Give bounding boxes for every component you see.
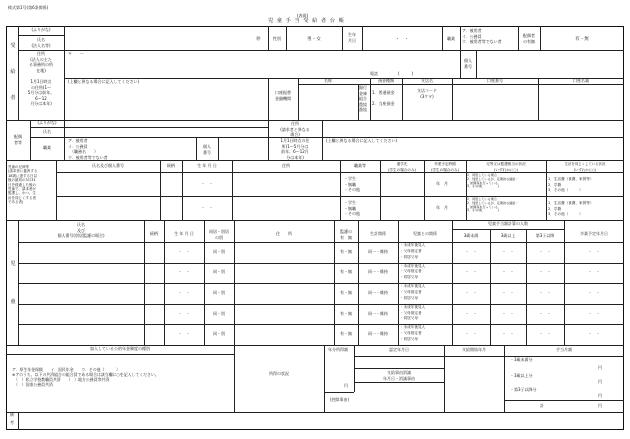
child-birth[interactable]: ・ ・ [178, 269, 190, 275]
oc-row2-birth[interactable]: ・ ・ [201, 205, 213, 210]
spouse-prev-address-note: (上欄と異なる場合に記入してください) [326, 138, 398, 143]
under3-amount-label: ・3歳未満分 [510, 357, 533, 362]
oc-col-address: 住所 [282, 163, 290, 168]
form-number: 様式第1号(第6条関係) [8, 5, 49, 10]
child-under3-dot[interactable]: ・ ・ [465, 331, 477, 337]
personal-number-label: 個人 番号 [464, 58, 472, 69]
spouse-personal-number-label: 個人 番号 [203, 144, 211, 155]
child-birth[interactable]: ・ ・ [178, 331, 190, 337]
deposit-type-col: 預金種類 [378, 78, 394, 83]
bank-label: 口座振替 金融機関 [275, 90, 291, 101]
spouse-value[interactable]: 有・無 [575, 37, 589, 42]
child-over3-dot[interactable]: ・ ・ [502, 331, 514, 337]
address-label: 住所 (法人の主た る事務所の所 在地) [29, 51, 53, 73]
oc-row1-grad[interactable]: 年 月 [436, 181, 448, 186]
income-yen: 円 [344, 383, 348, 388]
account-number-col: 口座番号 [487, 78, 503, 83]
birth-value[interactable]: ・ ・ [395, 37, 409, 42]
spouse-address-label: 住所 (請求者と異なる 場合) [280, 121, 310, 138]
third-amount-label: ・第3子以降分 [510, 387, 537, 392]
oc-col-job: 職業等 [354, 163, 366, 168]
gender-value[interactable]: 男・女 [307, 37, 321, 42]
child-cohab[interactable]: 同・別 [213, 290, 225, 295]
oc-col-birth: 生 年 月 日 [197, 163, 217, 168]
child-grad-dot[interactable]: ・ ・ [588, 331, 600, 337]
over3-yen: 円 [598, 379, 602, 384]
ch-col-amount-header: 児童手当額計算の人数 [488, 221, 528, 226]
child-row-divider [18, 283, 624, 284]
child-row-divider [18, 263, 624, 264]
oc-col-school: 通学先 (学生の場合のみ) [388, 162, 416, 172]
ch-col-relation: 児童との関係 [413, 231, 437, 236]
child-living[interactable]: 同一・維持 [368, 269, 388, 275]
pension-options[interactable]: ア．厚生年金保険 イ．国民年金 ウ．その他（ ） ※アのうち、以下の共済組合の組合員である場合は該当欄に○を記入してください。 （ ）私立学校教職員共済 （ ）地方公務員等共済 （ ）国家公務員共済 [12, 367, 159, 387]
child-cohab[interactable]: 同・別 [213, 269, 225, 275]
children-side-2: 童 [10, 299, 16, 305]
oc-row2-care[interactable]: 1．同居している場合 2．別居しているが、定期的な連絡・ 訪問等を行っている 3．その他( ) [467, 197, 519, 213]
oc-row2-living[interactable]: 1．生活費（食費、家賃等） 2．学費 3．その他（ ） [548, 201, 594, 217]
child-cohab[interactable]: 同・別 [213, 248, 225, 254]
child-under3-dot[interactable]: ・ ・ [465, 290, 477, 295]
deposit-types[interactable]: 1．普通預金 2．当座預金 [372, 90, 395, 107]
bank-name-col: 名称 [324, 78, 332, 83]
ch-col-rel: 続柄 [150, 231, 158, 236]
receipt-label: (表面) [297, 13, 309, 18]
gender-label: 性別 [273, 36, 281, 41]
over3-amount-label: ・3歳以上分 [510, 373, 533, 378]
child-third-dot[interactable]: ・ ・ [539, 248, 551, 254]
income-label: 所得の状況 [269, 371, 289, 376]
child-cohab[interactable]: 同・別 [213, 310, 225, 316]
child-living[interactable]: 同一・維持 [368, 248, 388, 254]
spouse-prev-address-label: 1月1日時点の住 所(1～5月分は 前年、6～12月 分は本年) [280, 138, 310, 160]
other-children-label: 児童の兄姉等 (請求者に養育する 18歳に達する日以 後の最初の3月31 日を経過した後の 児童で、請求者が 監護し、かつ、生 計を同じくする者 である者) [8, 165, 38, 205]
child-care[interactable]: 有・無 [340, 269, 352, 275]
child-grad-dot[interactable]: ・ ・ [588, 290, 600, 295]
start-month-label: 支給開始年月 [462, 347, 486, 352]
spouse-job-label: 職業 [43, 145, 51, 150]
ch-col-address: 住 所 [276, 231, 292, 236]
account-name-col: 口座名義 [573, 78, 589, 83]
bank-types[interactable]: 銀行 金庫 組合 農協 漁協 [359, 85, 367, 113]
oc-col-rel: 続柄 [167, 163, 175, 168]
child-birth[interactable]: ・ ・ [178, 310, 190, 316]
total-label: 計 [540, 403, 544, 408]
oc-row1-job[interactable]: ・学生 ・無職 ・その他 [344, 176, 360, 193]
phone-label: 電話 [370, 71, 378, 76]
child-care[interactable]: 有・無 [340, 310, 352, 316]
pension-label: 加入している公的年金制度の種別 [90, 346, 150, 351]
child-row-divider [18, 324, 624, 325]
birth-label: 生年 月日 [348, 32, 356, 43]
recipient-furigana-label: (ふりがな) [31, 27, 51, 32]
ch-col-birth: 生 年 月 日 [174, 231, 194, 236]
child-relation[interactable]: ・未成年後見人 ・父母指定者 ・同居父母 [400, 263, 426, 280]
oc-row2-grad[interactable]: 年 月 [436, 205, 448, 210]
child-relation[interactable]: ・未成年後見人 ・父母指定者 ・同居父母 [400, 284, 426, 300]
ch-col-under3: 3歳未満 [463, 233, 479, 238]
ch-col-care: 監護の 有 無 [340, 229, 352, 240]
spouse-job-options[interactable]: ア．被用者 イ．公務員 （職務名 ） ウ．被用者等でない者 [68, 138, 108, 160]
ch-col-third: 第3子以降 [535, 233, 555, 238]
child-third-dot[interactable]: ・ ・ [539, 269, 551, 275]
child-relation[interactable]: ・未成年後見人 ・父母指定者 ・同居父母 [400, 325, 426, 341]
child-over3-dot[interactable]: ・ ・ [502, 269, 514, 275]
branch-code: 支店コード (3ケタ) [417, 88, 437, 99]
child-care[interactable]: 有・無 [340, 290, 352, 295]
child-over3-dot[interactable]: ・ ・ [502, 290, 514, 295]
child-relation[interactable]: ・未成年後見人 ・父母指定者 ・同居父母 [400, 243, 426, 259]
spouse-label: 配偶者 の有無 [523, 33, 535, 44]
oc-row1-care[interactable]: 1．同居している場合 2．別居しているが、定期的な連絡・ 訪問等を行っている 3．その他( ) [467, 173, 519, 189]
child-cohab[interactable]: 同・別 [213, 331, 225, 337]
oc-col-grad: 卒業予定時期 (学生の場合のみ) [431, 162, 459, 172]
child-third-dot[interactable]: ・ ・ [539, 310, 551, 316]
job-options[interactable]: ア．被用者 イ．公務員 ウ．被用者等でない者 [462, 28, 502, 45]
job-label: 職業 [447, 36, 455, 41]
remarks-label: 備 考 [10, 412, 14, 425]
recipient-side-2: 給 [10, 69, 16, 75]
monthly-amount-label: 手当月額 [556, 347, 572, 352]
ch-col-over3: 3歳以上 [500, 233, 516, 238]
child-living[interactable]: 同一・維持 [368, 290, 388, 295]
total-yen: 円 [598, 403, 602, 408]
child-care[interactable]: 有・無 [340, 248, 352, 254]
child-care[interactable]: 有・無 [340, 331, 352, 337]
spouse-furigana-label: (ふりがな) [37, 120, 57, 125]
recipient-name-label: 氏名 (法人名等) [31, 37, 51, 48]
child-third-dot[interactable]: ・ ・ [539, 331, 551, 337]
child-row-divider [18, 304, 624, 305]
recipient-side-1: 受 [10, 43, 16, 49]
extinguish-label: 支給事由消滅 年月日・消滅事由 [383, 370, 415, 381]
oc-row1-birth[interactable]: ・ ・ [201, 181, 213, 186]
child-third-dot[interactable]: ・ ・ [539, 290, 551, 295]
oc-col-living: 生計を同じくしている状況 (いずれかに○) [564, 162, 606, 172]
child-birth[interactable]: ・ ・ [178, 248, 190, 254]
oc-row1-living[interactable]: 1．生活費（食費、家賃等） 2．学費 3．その他（ ） [548, 177, 594, 193]
spouse-name-label: 氏名 [43, 129, 51, 134]
income-deduction: (控除事由) [330, 397, 350, 402]
child-over3-dot[interactable]: ・ ・ [502, 248, 514, 254]
phone-value[interactable]: ( ) [398, 71, 414, 76]
ch-col-grad: 卒業予定年月日 [580, 231, 608, 236]
child-grad-dot[interactable]: ・ ・ [588, 269, 600, 275]
spouse-side-label: 配偶 者等 [14, 134, 22, 145]
child-under3-dot[interactable]: ・ ・ [465, 310, 477, 316]
child-relation[interactable]: ・未成年後見人 ・父母指定者 ・同居父母 [400, 304, 426, 321]
ch-col-living: 生計関係 [370, 231, 386, 236]
child-grad-dot[interactable]: ・ ・ [588, 310, 600, 316]
cert-date-label: 認定年月日 [389, 347, 409, 352]
postal-code[interactable]: 〒 ー [68, 51, 84, 56]
child-birth[interactable]: ・ ・ [178, 290, 190, 295]
oc-col-care: 兄等又は監護相当の状況 (いずれかに○) [486, 162, 526, 172]
child-under3-dot[interactable]: ・ ・ [465, 248, 477, 254]
page-title: 児 童 手 当 受 給 者 台 帳 [268, 18, 345, 24]
income-year: 年分所得額 [328, 347, 348, 352]
third-yen: 円 [598, 393, 602, 398]
child-grad-dot[interactable]: ・ ・ [588, 248, 600, 254]
ch-col-cohab: 同居・別居 の別 [209, 229, 229, 240]
oc-row2-job[interactable]: ・学生 ・無職 ・その他 [344, 200, 360, 217]
child-under3-dot[interactable]: ・ ・ [465, 269, 477, 275]
recipient-side-3: 者 [10, 95, 16, 101]
ch-col-name: 氏名 及び 個人番号(別居監護の場合) [57, 222, 105, 239]
children-side-1: 児 [10, 261, 16, 267]
child-living[interactable]: 同一・維持 [368, 331, 388, 337]
under3-yen: 円 [598, 365, 602, 370]
child-living[interactable]: 同一・維持 [368, 310, 388, 316]
recipient-seal-icon: ㊞ [256, 37, 261, 42]
child-over3-dot[interactable]: ・ ・ [502, 310, 514, 316]
prev-address-note: (上欄と異なる場合に記入してください) [68, 79, 140, 84]
branch-col: 支店名 [421, 78, 433, 83]
prev-address-label: 1月1日時点 の住所(1～ 5月分は前年、 6～12 月分は本年) [27, 79, 55, 107]
oc-col-name: 氏名及び個人番号 [92, 163, 124, 168]
